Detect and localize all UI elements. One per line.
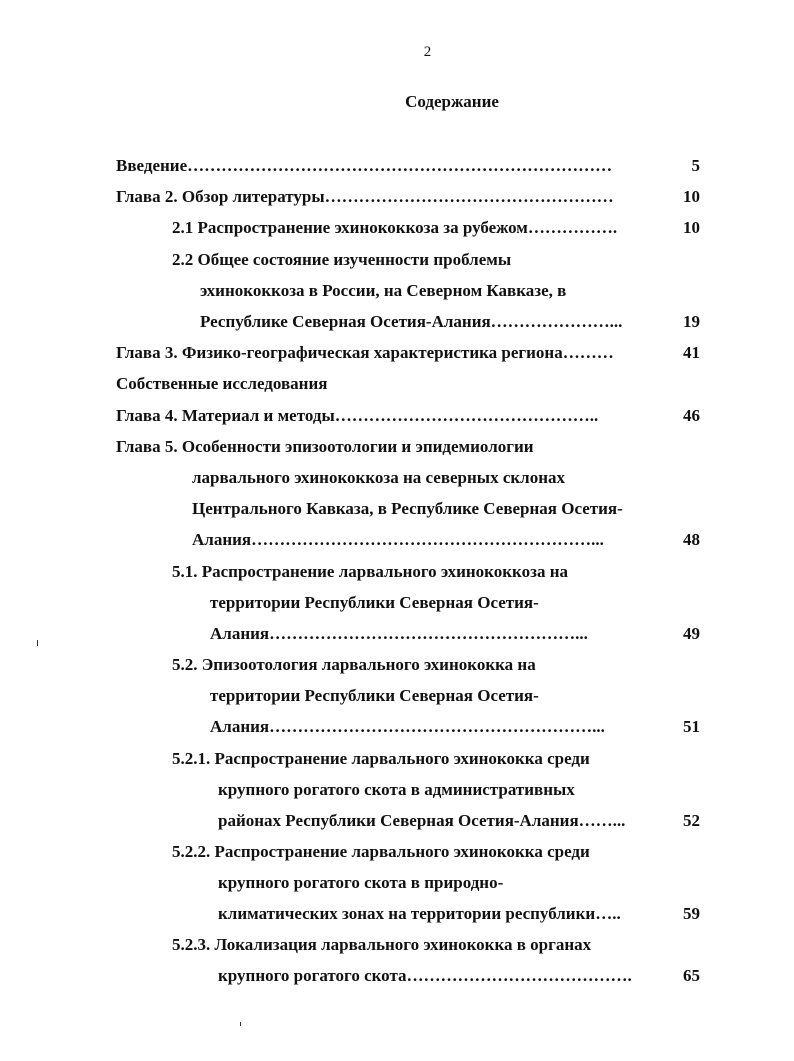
toc-line: Глава 3. Физико-географическая характеристика региона………: [116, 343, 614, 362]
toc-line: территории Республики Северная Осетия-: [210, 686, 539, 705]
toc-line: 2.1 Распространение эхинококкоза за рубежом…………….: [172, 218, 618, 237]
page-number: 2: [423, 44, 432, 60]
toc-page-number: 49: [683, 624, 700, 643]
toc-page-number: 48: [683, 530, 700, 549]
toc-line: 5.1. Распространение ларвального эхинококкоза на: [172, 562, 568, 581]
toc-page-number: 41: [683, 343, 700, 362]
toc-line: 5.2.2. Распространение ларвального эхинококка среди: [172, 842, 590, 861]
toc-page-number: 19: [683, 312, 700, 331]
toc-line: Алания………………………………………………...: [210, 624, 588, 643]
toc-line: районах Республики Северная Осетия-Алания……...: [218, 811, 626, 830]
toc-line: ларвального эхинококкоза на северных склонах: [192, 468, 565, 487]
toc-page-number: 10: [683, 218, 700, 237]
toc-line: Собственные исследования: [116, 374, 328, 393]
toc-line: крупного рогатого скота в административных: [218, 780, 575, 799]
scan-speck: [240, 1022, 241, 1026]
toc-line: территории Республики Северная Осетия-: [210, 593, 539, 612]
toc-line: Глава 2. Обзор литературы……………………………………………: [116, 187, 614, 206]
toc-page-number: 10: [683, 187, 700, 206]
page-title: Содержание: [405, 92, 499, 111]
toc-line: Центрального Кавказа, в Республике Северная Осетия-: [192, 499, 623, 518]
toc-line: 5.2. Эпизоотология ларвального эхинококка на: [172, 655, 536, 674]
toc-page-number: 51: [683, 717, 700, 736]
toc-line: эхинококкоза в России, на Северном Кавказе, в: [200, 281, 567, 300]
toc-page-number: 52: [683, 811, 700, 830]
toc-line: Республике Северная Осетия-Алания…………………...: [200, 312, 623, 331]
toc-line: Глава 4. Материал и методы………………………………………..: [116, 406, 599, 425]
toc-page-number: 65: [683, 966, 700, 985]
toc-line: 2.2 Общее состояние изученности проблемы: [172, 250, 512, 269]
scan-speck: [37, 640, 38, 646]
toc-line: крупного рогатого скота в природно-: [218, 873, 504, 892]
toc-line: Глава 5. Особенности эпизоотологии и эпидемиологии: [116, 437, 534, 456]
toc-line: крупного рогатого скота………………………………….: [218, 966, 632, 985]
toc-line: Алания…………………………………………………...: [210, 717, 605, 736]
toc-page-number: 46: [683, 406, 700, 425]
toc-line: Алания……………………………………………………...: [192, 530, 604, 549]
toc-page-number: 59: [683, 904, 700, 923]
toc-line: 5.2.1. Распространение ларвального эхинококка среди: [172, 749, 590, 768]
toc-line: 5.2.3. Локализация ларвального эхинококка в органах: [172, 935, 592, 954]
toc-line: климатических зонах на территории республики…..: [218, 904, 621, 923]
toc-line: Введение…………………………………………………………………: [116, 156, 613, 175]
toc-page-number: 5: [691, 156, 700, 175]
